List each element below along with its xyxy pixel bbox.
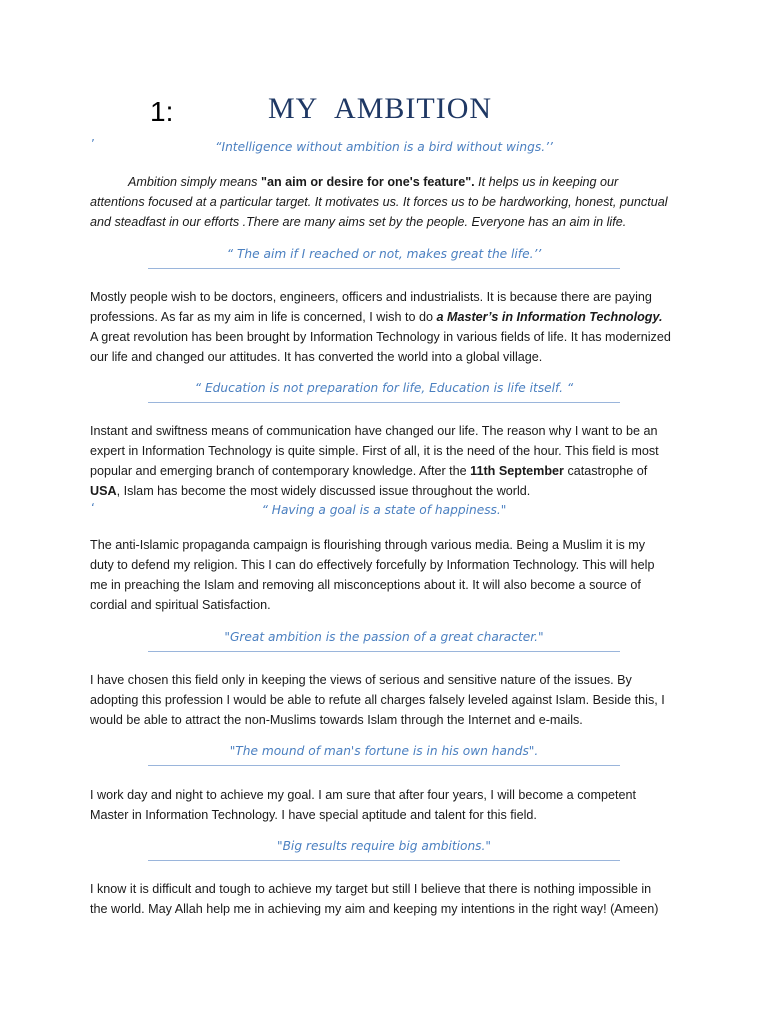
p7-text: I know it is difficult and tough to achieve my target but still I believe that there is nothing impossible in the world. May Allah help me in achieving my aim and keeping my intentions in the right way! (Ameen) (90, 882, 659, 916)
quote-6: "The mound of man's fortune is in his own hands". (148, 743, 620, 766)
quote-1: “Intelligence without ambition is a bird without wings.’’ (215, 140, 553, 154)
quote-5: "Great ambition is the passion of a great character." (148, 629, 620, 652)
stray-apostrophe: ’ (91, 137, 95, 151)
paragraph-5 (90, 670, 672, 730)
page-title: MY AMBITION (267, 92, 493, 125)
p1-definition: "an aim or desire for one's feature". (260, 175, 475, 189)
paragraph-3 (90, 421, 672, 501)
quote-7: "Big results require big ambitions." (148, 838, 620, 861)
p1-lead: Ambition simply means (128, 175, 261, 189)
p1-rest: It helps us in keeping our attentions focused at a particular target. It motivates us. It forces us to be hardworking, honest, punctual and steadfast in our efforts .There are many aims set by the people. Everyone has an aim in life. (90, 175, 668, 229)
p3-lead: Instant and swiftness means of communication have changed our life. The reason why I want to be an expert in Information Technology is quite simple. First of all, it is the need of the hour. This field is most popular and emerging branch of contemporary knowledge. After the (90, 424, 659, 478)
heading-number: 1: (150, 96, 174, 127)
p6-text: I work day and night to achieve my goal. I am sure that after four years, I will become a competent Master in Information Technology. I have special aptitude and talent for this field. (90, 788, 636, 822)
paragraph-6 (90, 785, 672, 825)
paragraph-4 (90, 535, 672, 615)
p3-rest: , Islam has become the most widely discussed issue throughout the world. (116, 484, 531, 498)
quote-3: “ Education is not preparation for life, Education is life itself. “ (148, 380, 620, 403)
p2-lead: Mostly people wish to be doctors, engineers, officers and industrialists. It is because there are paying professions. As far as my aim in life is concerned, I wish to do (90, 290, 652, 324)
p3-country: USA (90, 484, 117, 498)
p3-date: 11th September (470, 464, 564, 478)
paragraph-7 (90, 879, 672, 919)
p2-emphasis: a Master’s in Information Technology. (436, 310, 663, 324)
p2-rest: A great revolution has been brought by Information Technology in various fields of life. It has modernized our life and changed our attitudes. It has converted the world into a global village. (90, 330, 671, 364)
stray-quote-mark: ‘ (91, 501, 95, 515)
quote-4: “ Having a goal is a state of happiness." (261, 503, 507, 517)
p3-mid: catastrophe of (563, 464, 648, 478)
paragraph-1 (90, 172, 672, 232)
paragraph-2 (90, 287, 672, 367)
quote-2: “ The aim if I reached or not, makes great the life.’’ (148, 246, 620, 269)
p4-text: The anti-Islamic propaganda campaign is flourishing through various media. Being a Muslim it is my duty to defend my religion. This I can do effectively forcefully by Information Technology. This will help me in preaching the Islam and removing all misconceptions about it. It will also become a source of cordial and spiritual Satisfaction. (90, 538, 655, 612)
p5-text: I have chosen this field only in keeping the views of serious and sensitive nature of the issues. By adopting this profession I would be able to refute all charges falsely leveled against Islam. Beside this, I would be able to attract the non-Muslims towards Islam through the Internet and e-mails. (90, 673, 665, 727)
